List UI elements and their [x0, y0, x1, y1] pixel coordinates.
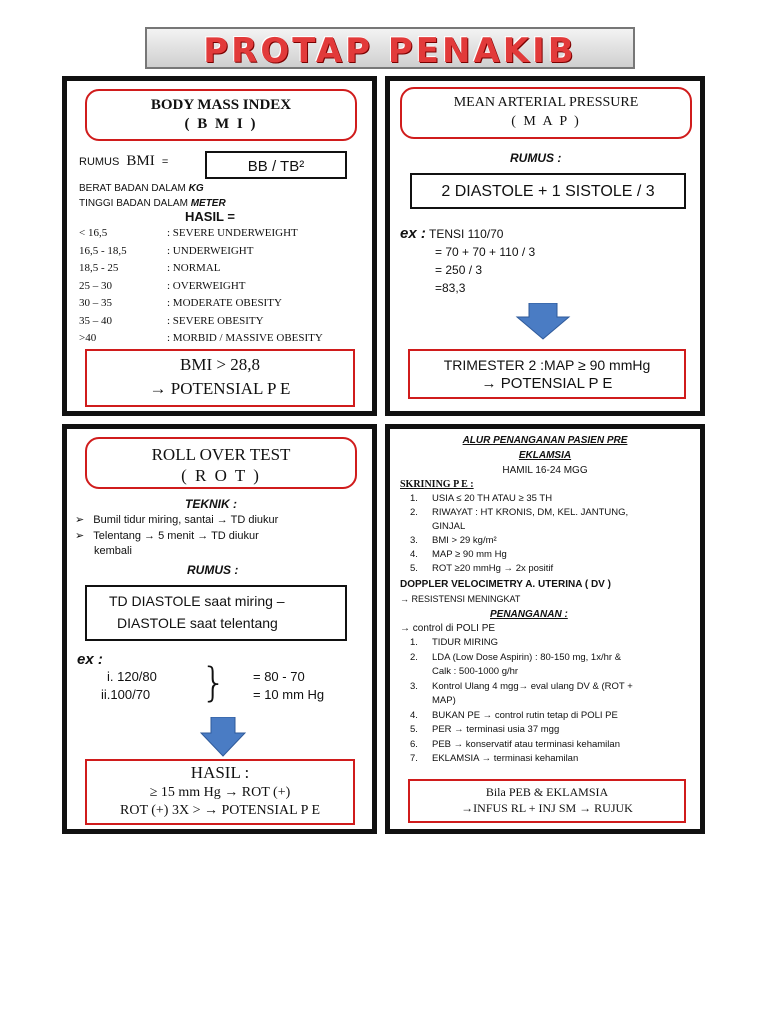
list-item-text: TIDUR MIRING	[432, 637, 498, 648]
list-item-text: BUKAN PE → control rutin tetap di POLI PE	[432, 709, 618, 721]
alur-penanganan-label: PENANGANAN :	[490, 609, 568, 620]
rot-formula-line1: TD DIASTOLE saat miring –	[109, 593, 285, 609]
bmi-rumus-row	[79, 153, 168, 170]
bmi-hasil-label: HASIL =	[185, 209, 235, 224]
list-item-text: LDA (Low Dose Aspirin) : 80-150 mg, 1x/hr &	[432, 651, 622, 663]
rot-header-box	[85, 437, 357, 489]
bmi-tinggi-unit: METER	[190, 198, 226, 209]
list-item-number: 2.	[410, 651, 418, 663]
list-item-text: PER → terminasi usia 37 mgg	[432, 724, 560, 735]
list-item-number: 4.	[410, 709, 418, 721]
rot-formula-line2: DIASTOLE saat telentang	[117, 615, 278, 631]
bmi-tinggi-label: TINGGI BADAN DALAM	[79, 198, 188, 209]
rot-formula-box	[85, 585, 347, 641]
bmi-range: 18,5 - 25	[79, 262, 119, 274]
list-item-number: 1.	[410, 493, 418, 504]
list-item-number: 5.	[410, 724, 418, 735]
alur-title-line1: ALUR PENANGANAN PASIEN PRE	[462, 435, 628, 446]
list-item-number: 4.	[410, 549, 418, 560]
bmi-range: 16,5 - 18,5	[79, 244, 127, 257]
map-ex-line1: TENSI 110/70	[428, 227, 504, 241]
bmi-category: : SEVERE UNDERWEIGHT	[167, 227, 298, 239]
list-item-text: Kontrol Ulang 4 mgg→ eval ulang DV & (ROT +	[432, 680, 633, 692]
list-item-number: 7.	[410, 753, 418, 764]
map-ex-line2: = 70 + 70 + 110 / 3	[435, 245, 536, 259]
list-item-text: GINJAL	[432, 521, 466, 532]
rot-hasil-box	[85, 759, 355, 825]
alur-skrining-label: SKRINING P E :	[400, 479, 474, 490]
list-item-text: BMI > 29 kg/m²	[432, 535, 497, 546]
bmi-category: : UNDERWEIGHT	[167, 244, 254, 257]
map-result-line1: TRIMESTER 2 :MAP ≥ 90 mmHg	[443, 357, 651, 373]
bmi-category: : OVERWEIGHT	[167, 279, 246, 292]
bmi-category: : SEVERE OBESITY	[167, 314, 264, 327]
bmi-tinggi-row	[79, 198, 226, 209]
map-down-arrow-icon	[515, 303, 571, 341]
map-ex-label: ex :	[400, 225, 426, 242]
map-panel	[385, 76, 705, 416]
list-item-text: ROT ≥20 mmHg → 2x positif	[432, 563, 554, 574]
list-item-text: RIWAYAT : HT KRONIS, DM, KEL. JANTUNG,	[432, 507, 629, 518]
bmi-panel	[62, 76, 377, 416]
bmi-header-abbrev: ( B M I )	[184, 116, 258, 132]
alur-footer-line2: →INFUS RL + INJ SM → RUJUK	[461, 801, 633, 815]
rot-panel	[62, 424, 377, 834]
alur-doppler: DOPPLER VELOCIMETRY A. UTERINA ( DV )	[400, 579, 611, 590]
rot-hasil-label: HASIL :	[190, 763, 250, 782]
map-header-title: MEAN ARTERIAL PRESSURE	[453, 95, 639, 110]
bmi-header-box	[85, 89, 357, 141]
bmi-formula-box	[205, 151, 347, 179]
list-item-number: 2.	[410, 507, 418, 518]
list-item-text: MAP)	[432, 695, 456, 706]
rot-ex-i: i. 120/80	[107, 669, 157, 684]
bmi-header-title: BODY MASS INDEX	[150, 97, 292, 113]
alur-control: → control di POLI PE	[400, 623, 496, 634]
alur-footer-box	[408, 779, 686, 823]
rot-teknik-item-1	[75, 513, 278, 526]
map-result-line2: → POTENSIAL P E	[481, 375, 613, 392]
rot-teknik-text-1: Bumil tidur miring, santai → TD diukur	[93, 514, 279, 526]
bmi-berat-unit: KG	[188, 183, 204, 194]
map-result-box	[408, 349, 686, 399]
bmi-berat-row	[79, 183, 204, 194]
rot-ex-label: ex :	[77, 651, 103, 668]
bmi-range: >40	[79, 332, 97, 344]
bmi-berat-label: BERAT BADAN DALAM	[79, 183, 186, 194]
bmi-result-box	[85, 349, 355, 407]
bmi-category: : NORMAL	[167, 262, 221, 274]
list-item-text: PEB → konservatif atau terminasi kehamilan	[432, 738, 620, 750]
rot-header-abbrev: ( R O T )	[181, 466, 261, 485]
list-item-text: EKLAMSIA → terminasi kehamilan	[432, 753, 579, 764]
rot-ex-eq2: = 10 mm Hg	[253, 687, 325, 702]
title-banner	[145, 27, 635, 69]
rot-header-title: ROLL OVER TEST	[151, 445, 291, 464]
alur-resistensi: → RESISTENSI MENINGKAT	[400, 594, 521, 604]
list-item-text: Calk : 500-1000 g/hr	[432, 666, 519, 677]
rot-hasil-line1: ≥ 15 mm Hg → ROT (+)	[149, 785, 291, 800]
alur-panel	[385, 424, 705, 834]
rot-rumus-label: RUMUS :	[187, 563, 239, 577]
alur-footer-line1: Bila PEB & EKLAMSIA	[485, 785, 609, 799]
list-item-number: 6.	[410, 738, 418, 750]
bmi-category: : MODERATE OBESITY	[167, 297, 282, 309]
rot-teknik-label: TEKNIK :	[185, 497, 237, 511]
map-header-abbrev: ( M A P )	[511, 114, 581, 129]
bmi-range: 25 – 30	[79, 279, 112, 292]
bmi-rumus-label: RUMUS	[79, 156, 120, 168]
brace-icon: }	[201, 660, 227, 706]
rot-teknik-text-3: kembali	[94, 545, 132, 557]
map-ex-line4: =83,3	[435, 281, 466, 295]
bmi-category: : MORBID / MASSIVE OBESITY	[167, 332, 323, 344]
bmi-range: 30 – 35	[79, 297, 112, 309]
rot-hasil-line2: ROT (+) 3X > → POTENSIAL P E	[120, 803, 320, 818]
list-item-number: 1.	[410, 637, 418, 648]
map-ex-row	[400, 225, 503, 242]
bmi-equals: =	[161, 156, 169, 168]
bmi-result-line1: BMI > 28,8	[180, 355, 260, 374]
bmi-range: 35 – 40	[79, 314, 112, 327]
alur-title-line2: EKLAMSIA	[518, 450, 572, 461]
rot-teknik-text-2: Telentang → 5 menit → TD diukur	[93, 530, 259, 542]
map-formula: 2 DIASTOLE + 1 SISTOLE / 3	[441, 183, 655, 200]
rot-ex-ii: ii.100/70	[101, 687, 151, 702]
bullet-arrow-icon: ➢	[75, 514, 85, 526]
list-item-number: 5.	[410, 563, 418, 574]
list-item-text: MAP ≥ 90 mm Hg	[432, 549, 507, 560]
bmi-formula: BB / TB²	[247, 158, 305, 175]
list-item-number: 3.	[410, 535, 418, 546]
list-item-text: USIA ≤ 20 TH ATAU ≥ 35 TH	[432, 493, 553, 504]
rot-down-arrow-icon	[200, 717, 246, 757]
bmi-range: < 16,5	[79, 227, 108, 239]
rot-ex-eq1: = 80 - 70	[253, 669, 305, 684]
bmi-result-line2: → POTENSIAL P E	[149, 379, 291, 398]
map-ex-line3: = 250 / 3	[435, 263, 483, 277]
map-formula-box	[410, 173, 686, 209]
list-item-number: 3.	[410, 680, 418, 692]
bullet-arrow-icon: ➢	[75, 530, 85, 542]
map-header-box	[400, 87, 692, 139]
alur-subtitle: HAMIL 16-24 MGG	[502, 465, 588, 476]
bmi-word: BMI	[126, 153, 155, 169]
map-rumus-label: RUMUS :	[510, 151, 562, 165]
rot-teknik-item-2	[75, 529, 259, 542]
page-title: PROTAP PENAKIB	[203, 31, 577, 71]
